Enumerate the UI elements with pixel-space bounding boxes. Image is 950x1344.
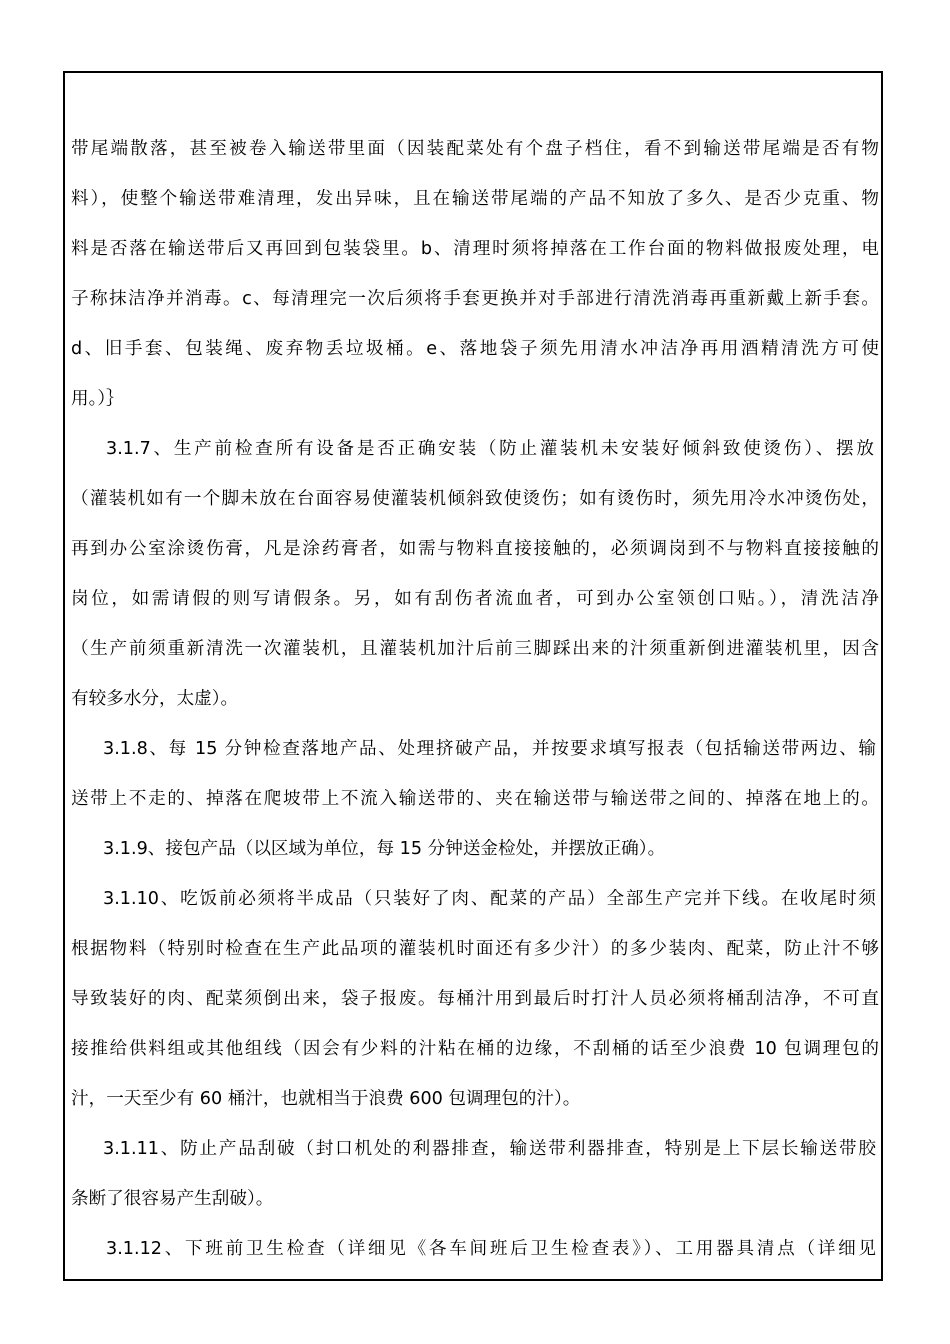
text-line: 带尾端散落，甚至被卷入输送带里面（因装配菜处有个盘子档住，看不到输送带尾端是否有物: [71, 139, 879, 159]
text-line: 根据物料（特别时检查在生产此品项的灌装机时面还有多少汁）的多少装肉、配菜，防止汁不够: [71, 939, 879, 959]
text-line: 3.1.8、每 15 分钟检查落地产品、处理挤破产品，并按要求填写报表（包括输送带两边、输: [103, 739, 876, 759]
text-line: 料是否落在输送带后又再回到包装袋里。b、清理时须将掉落在工作台面的物料做报废处理，电: [71, 239, 879, 259]
text-line: 料），使整个输送带难清理，发出异味，且在输送带尾端的产品不知放了多久、是否少克重、物: [71, 189, 879, 209]
text-line: 接推给供料组或其他组线（因会有少料的汁粘在桶的边缘，不刮桶的话至少浪费 10 包调理包的: [71, 1039, 879, 1059]
text-line: 送带上不走的、掉落在爬坡带上不流入输送带的、夹在输送带与输送带之间的、掉落在地上的。: [71, 789, 879, 809]
text-line: 3.1.7、生产前检查所有设备是否正确安装（防止灌装机未安装好倾斜致使烫伤）、摆放: [106, 439, 874, 459]
text-line: 3.1.12、下班前卫生检查（详细见《各车间班后卫生检查表》）、工用器具清点（详细见: [106, 1239, 876, 1259]
text-line: 有较多水分，太虚）。: [71, 689, 239, 709]
text-line: 导致装好的肉、配菜须倒出来，袋子报废。每桶汁用到最后时打汁人员必须将桶刮洁净，不可直: [71, 989, 879, 1009]
text-line: 子称抹洁净并消毒。c、每清理完一次后须将手套更换并对手部进行清洗消毒再重新戴上新手套。: [71, 289, 879, 309]
text-line: 条断了很容易产生刮破）。: [71, 1189, 274, 1209]
text-line: 汁，一天至少有 60 桶汁，也就相当于浪费 600 包调理包的汁）。: [71, 1089, 581, 1109]
text-line: d、旧手套、包装绳、废弃物丢垃圾桶。e、落地袋子须先用清水冲洁净再用酒精清洗方可使: [71, 339, 879, 359]
text-line: 岗位，如需请假的则写请假条。另，如有刮伤者流血者，可到办公室领创口贴。），清洗洁净: [71, 589, 879, 609]
text-line: 3.1.9、接包产品（以区域为单位，每 15 分钟送金检处，并摆放正确）。: [103, 839, 666, 859]
text-line: 再到办公室涂烫伤膏，凡是涂药膏者，如需与物料直接接触的，必须调岗到不与物料直接接触的: [71, 539, 879, 559]
text-line: 3.1.11、防止产品刮破（封口机处的利器排查，输送带利器排查，特别是上下层长输送带胶: [103, 1139, 876, 1159]
text-line: 3.1.10、吃饭前必须将半成品（只装好了肉、配菜的产品）全部生产完并下线。在收尾时须: [103, 889, 876, 909]
text-line: （生产前须重新清洗一次灌装机，且灌装机加汁后前三脚踩出来的汁须重新倒进灌装机里，因含: [71, 639, 879, 659]
text-line: （灌装机如有一个脚未放在台面容易使灌装机倾斜致使烫伤；如有烫伤时，须先用冷水冲烫伤处，: [71, 489, 879, 509]
text-line: 用。）｝: [71, 389, 124, 409]
